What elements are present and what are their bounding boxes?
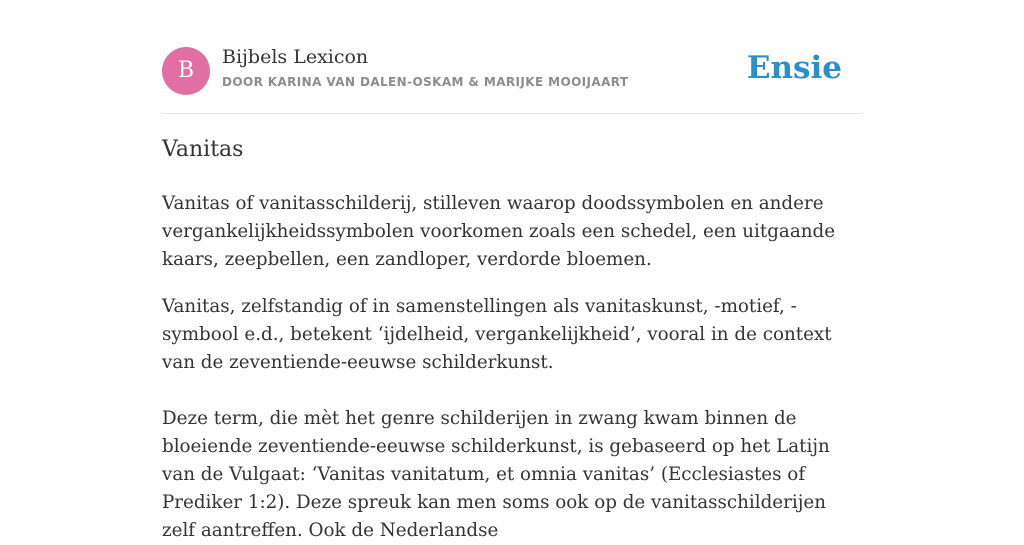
entry-paragraph: Vanitas of vanitasschilderij, stilleven waarop doodssymbolen en andere vergankelijkheidssymbolen voorkomen zoals een schedel, een uitgaande kaars, zeepbellen, een zandloper, verdorde bloemen.	[162, 193, 836, 270]
book-title-link[interactable]: Bijbels Lexicon	[222, 46, 369, 68]
entry-paragraph: Vanitas, zelfstandig of in samenstellingen als vanitaskunst, -motief, -symbool e.d., betekent ‘ijdelheid, vergankelijkheid’, vooral in de context van de zeventiende-eeuwse schilderkunst.	[162, 296, 832, 373]
book-avatar[interactable]: B	[162, 47, 210, 95]
page	[162, 0, 862, 541]
entry-paragraph: Deze term, die mèt het genre schilderijen in zwang kwam binnen de bloeiende zeventiende-eeuwse schilderkunst, is gebaseerd op het Latijn van de Vulgaat: ‘Vanitas vanitatum, et omnia vanitas’ (Ecclesiastes of Prediker 1:2). Deze spreuk kan men soms ook op de vanitasschilderijen zelf aantreffen. Ook de Nederlandse	[162, 408, 830, 541]
entry-title: Vanitas	[162, 137, 244, 162]
book-authors: DOOR KARINA VAN DALEN-OSKAM & MARIJKE MOOIJAART	[222, 75, 629, 89]
ensie-logo-link[interactable]: Ensie	[746, 50, 842, 86]
header	[162, 0, 862, 114]
